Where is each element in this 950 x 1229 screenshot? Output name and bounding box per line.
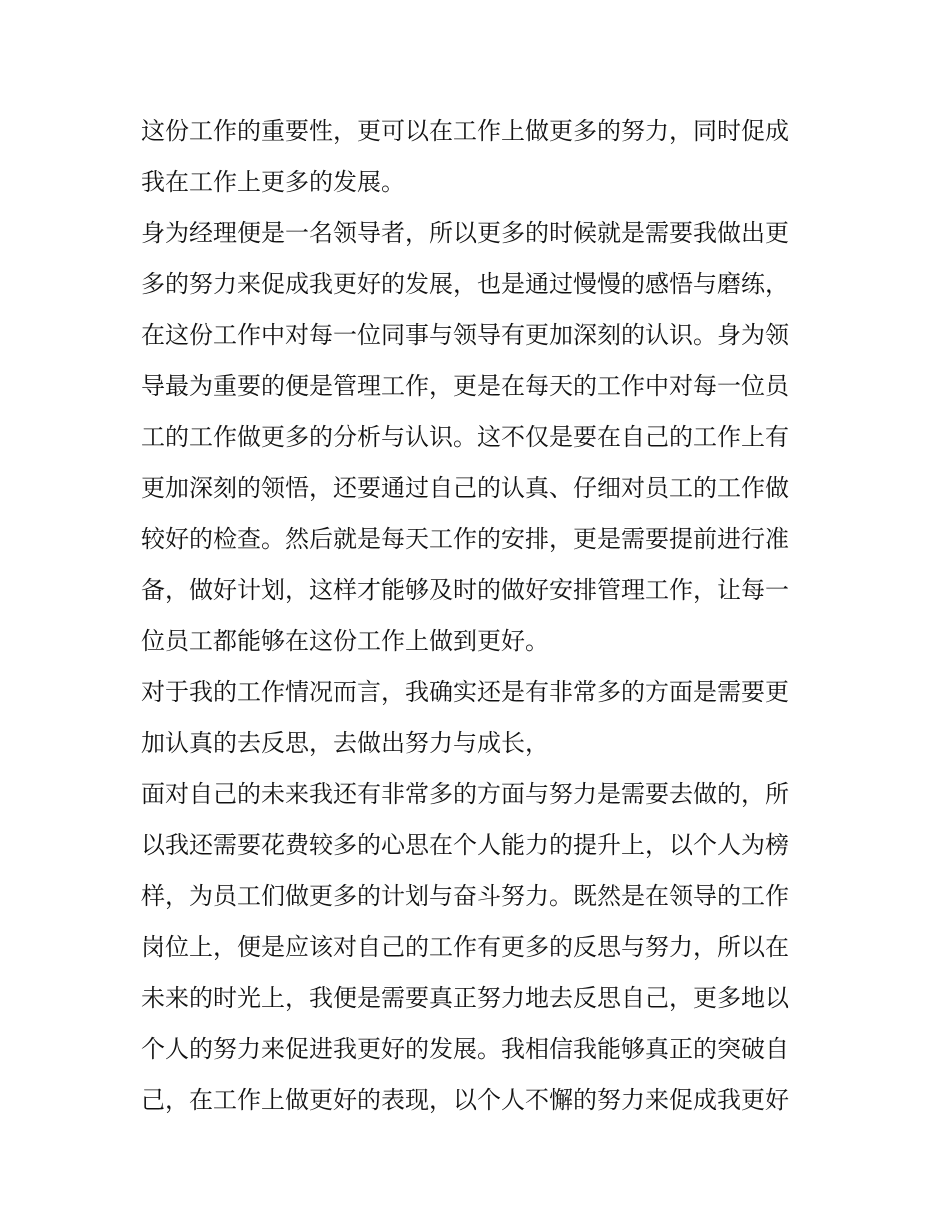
text-line-15: 以我还需要花费较多的心思在个人能力的提升上，以个人为榜 [141, 831, 789, 859]
text-line-6: 导最为重要的便是管理工作，更是在每天的工作中对每一位员 [141, 372, 789, 400]
text-line-2: 我在工作上更多的发展。 [141, 168, 405, 196]
text-line-1: 这份工作的重要性，更可以在工作上做更多的努力，同时促成 [141, 117, 789, 145]
text-line-9: 较好的检查。然后就是每天工作的安排，更是需要提前进行准 [141, 525, 789, 553]
text-line-10: 备，做好计划，这样才能够及时的做好安排管理工作，让每一 [141, 576, 789, 604]
text-line-14: 面对自己的未来我还有非常多的方面与努力是需要去做的，所 [141, 780, 789, 808]
text-line-12: 对于我的工作情况而言，我确实还是有非常多的方面是需要更 [141, 678, 789, 706]
text-line-11: 位员工都能够在这份工作上做到更好。 [141, 627, 549, 655]
text-line-17: 岗位上，便是应该对自己的工作有更多的反思与努力，所以在 [141, 933, 789, 961]
text-line-4: 多的努力来促成我更好的发展，也是通过慢慢的感悟与磨练， [141, 270, 789, 298]
text-line-19: 个人的努力来促进我更好的发展。我相信我能够真正的突破自 [141, 1035, 789, 1063]
text-line-5: 在这份工作中对每一位同事与领导有更加深刻的认识。身为领 [141, 321, 789, 349]
text-line-8: 更加深刻的领悟，还要通过自己的认真、仔细对员工的工作做 [141, 474, 789, 502]
text-line-13: 加认真的去反思，去做出努力与成长， [141, 729, 549, 757]
document-body [141, 106, 821, 1126]
text-line-7: 工的工作做更多的分析与认识。这不仅是要在自己的工作上有 [141, 423, 789, 451]
text-line-3: 身为经理便是一名领导者，所以更多的时候就是需要我做出更 [141, 219, 789, 247]
text-line-20: 己，在工作上做更好的表现，以个人不懈的努力来促成我更好 [141, 1086, 789, 1114]
text-line-16: 样，为员工们做更多的计划与奋斗努力。既然是在领导的工作 [141, 882, 789, 910]
text-line-18: 未来的时光上，我便是需要真正努力地去反思自己，更多地以 [141, 984, 789, 1012]
